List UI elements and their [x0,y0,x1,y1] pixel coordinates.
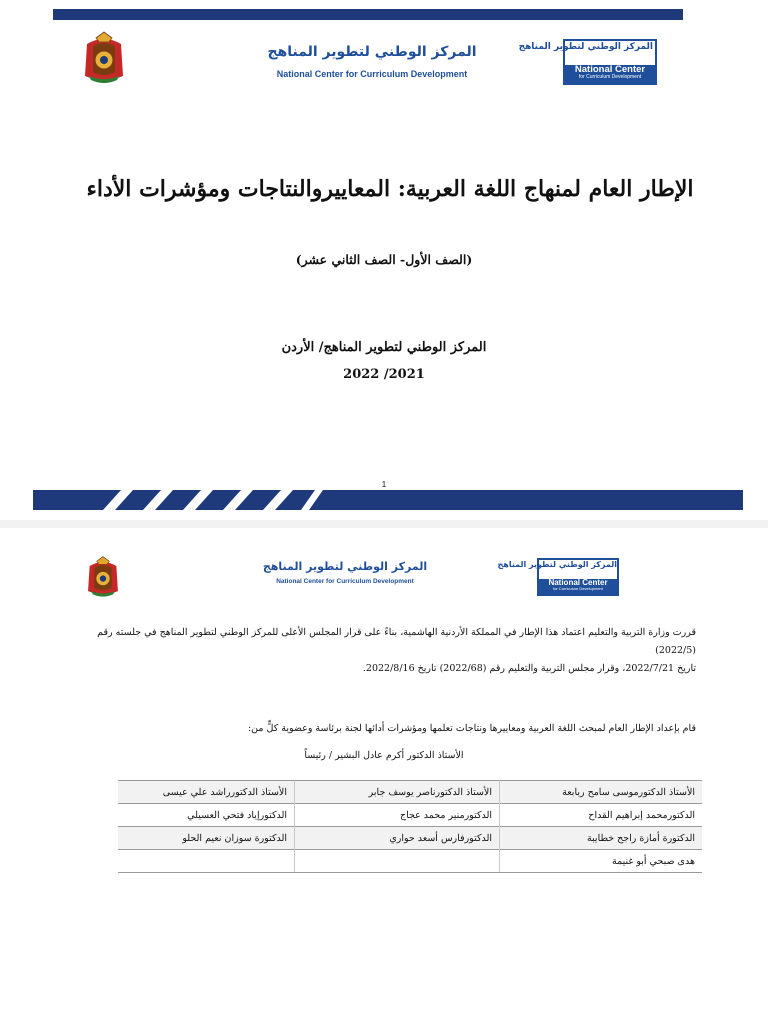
footer-stripe [33,490,743,510]
table-row [118,850,702,873]
committee-members-table [118,780,702,873]
publisher-line: المركز الوطني لتطوير المناهج/ الأردن [281,340,487,355]
member-cell: الأستاذ الدكتورموسى سامح ربابعة [500,781,703,804]
member-cell: الدكتورمنير محمد عجاج [295,804,500,827]
page-number: 1 [381,480,387,489]
member-cell: الدكتورة أمازة راجح خطايبة [500,827,703,850]
grade-range: (الصف الأول- الصف الثاني عشر) [295,252,473,267]
document-title: الإطار العام لمنهاج اللغة العربية: المعاييروالنتاجات ومؤشرات الأداء [86,176,694,202]
member-cell: الدكتورفارس أسعد حواري [295,827,500,850]
top-navy-bar [53,9,683,20]
table-row [118,781,702,804]
committee-intro: قام بإعداد الإطار العام لمبحث اللغة العربية ومعاييرها ونتاجات تعلمها ومؤشرات أدائها لجنة برئاسة وعضوية كلٍّ من: [247,723,696,734]
member-cell: الأستاذ الدكتورراشد علي عيسى [118,781,295,804]
center-name-en: National Center for Curriculum Development [276,578,414,585]
member-cell: الدكتورة سوزان نعيم الحلو [118,827,295,850]
member-cell: هدى صبحي أبو غنيمة [500,850,703,873]
jordan-coat-of-arms-icon [83,555,123,599]
ncdc-logo: المركز الوطني لتطوير المناهج National Center for Curriculum Development [563,39,657,85]
approval-line-1: قررت وزارة التربية والتعليم اعتماد هذا الإطار في المملكة الأردنية الهاشمية، بناءً على قرار المجلس الأعلى للمركز الوطني لتطوير المناهج في جلسته رقم (2022/5) [97,627,696,656]
approval-line-2: تاريخ 2022/7/21، وقرار مجلس التربية والتعليم رقم (2022/68) تاريخ 2022/8/16. [362,663,696,674]
member-cell: الدكتورمحمد إبراهيم القداح [500,804,703,827]
approval-paragraph [66,624,696,678]
page-header [55,24,685,100]
center-name-ar: المركز الوطني لتطوير المناهج [262,560,428,573]
ncdc-logo: المركز الوطني لتطوير المناهج National Center for Curriculum Development [537,558,619,596]
page-header [55,545,685,605]
academic-year: 2022 /2021 [343,367,425,382]
table-row [118,804,702,827]
member-cell: الدكتورإياد فتحي العسيلي [118,804,295,827]
table-row [118,827,702,850]
member-cell: الأستاذ الدكتورناصر يوسف جابر [295,781,500,804]
committee-chair: الأستاذ الدكتور أكرم عادل البشير / رئيساً [304,750,464,761]
center-name-ar: المركز الوطني لتطوير المناهج [267,44,477,60]
center-name-en: National Center for Curriculum Development [276,69,468,79]
member-cell [118,850,295,873]
jordan-coat-of-arms-icon [79,30,129,86]
member-cell [295,850,500,873]
